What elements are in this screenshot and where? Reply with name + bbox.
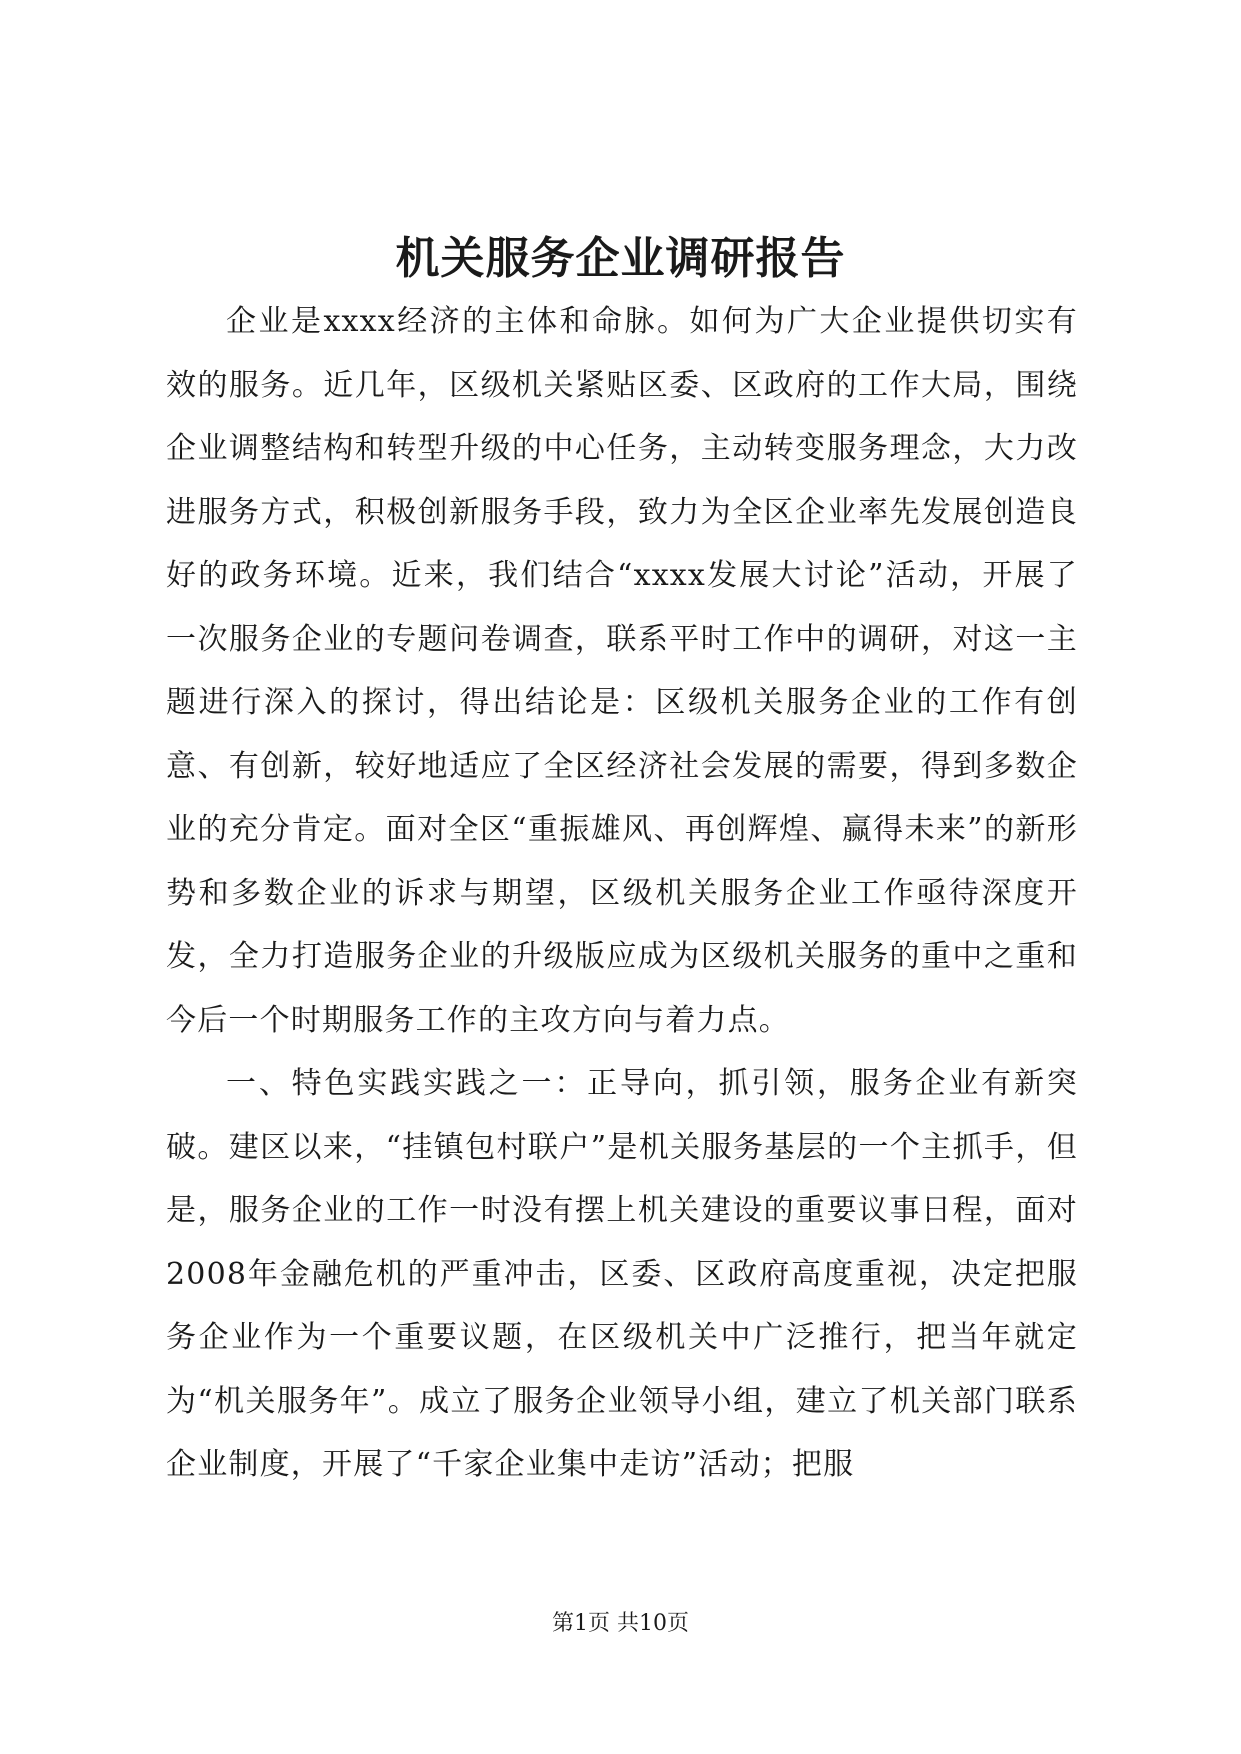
- paragraph-intro: 企业是xxxx经济的主体和命脉。如何为广大企业提供切实有效的服务。近几年，区级机关紧贴区委、区政府的工作大局，围绕企业调整结构和转型升级的中心任务，主动转变服务理念，大力改进服务方式，积极创新服务手段，致力为全区企业率先发展创造良好的政务环境。近来，我们结合“xxxx发展大讨论”活动，开展了一次服务企业的专题问卷调查，联系平时工作中的调研，对这一主题进行深入的探讨，得出结论是：区级机关服务企业的工作有创意、有创新，较好地适应了全区经济社会发展的需要，得到多数企业的充分肯定。面对全区“重振雄风、再创辉煌、赢得未来”的新形势和多数企业的诉求与期望，区级机关服务企业工作亟待深度开发，全力打造服务企业的升级版应成为区级机关服务的重中之重和今后一个时期服务工作的主攻方向与着力点。: [166, 304, 1078, 1038]
- paragraph-section-1: 一、特色实践实践之一：正导向，抓引领，服务企业有新突破。建区以来，“挂镇包村联户”是机关服务基层的一个主抓手，但是，服务企业的工作一时没有摆上机关建设的重要议事日程，面对2008年金融危机的严重冲击，区委、区政府高度重视，决定把服务企业作为一个重要议题，在区级机关中广泛推行，把当年就定为“机关服务年”。成立了服务企业领导小组，建立了机关部门联系企业制度，开展了“千家企业集中走访”活动；把服: [166, 1066, 1078, 1482]
- document-title: 机关服务企业调研报告: [395, 233, 846, 284]
- page-number: 第1页 共10页: [552, 1611, 689, 1636]
- document-body: [166, 290, 1078, 1497]
